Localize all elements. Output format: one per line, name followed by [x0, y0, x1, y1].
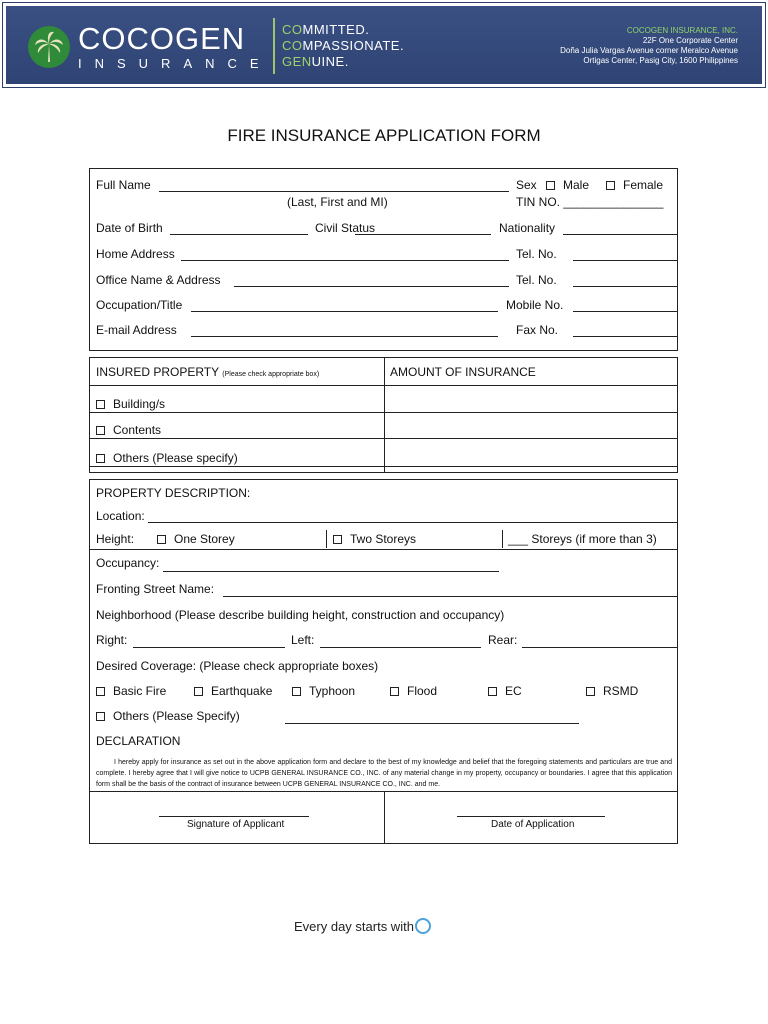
- tagline-line: COMMITTED.: [282, 22, 370, 37]
- declaration-text: I hereby apply for insurance as set out in the above application form and declare to the best of my knowledge and belief that the foregoing statements and particulars are true and complete. I hereby agree that I will give notice to UCPB GENERAL INSURANCE CO., INC. of any material change in my property, occupancy or boundaries. I agree that this application form shall be the basis of the contract of insurance between UCPB GENERAL INSURANCE CO., INC. and me.: [96, 759, 672, 788]
- two-storeys-checkbox[interactable]: [333, 535, 342, 544]
- name-hint: (Last, First and MI): [287, 195, 388, 209]
- coverage-flood[interactable]: Flood: [390, 684, 437, 698]
- occupancy-field[interactable]: [163, 571, 499, 572]
- rear-field[interactable]: [522, 647, 678, 648]
- brand-divider: [273, 18, 275, 74]
- tin-field[interactable]: TIN NO. _______________: [516, 195, 664, 209]
- address-line: 22F One Corporate Center: [642, 36, 738, 45]
- rsmd-checkbox[interactable]: [586, 687, 595, 696]
- female-checkbox[interactable]: [606, 181, 615, 190]
- dob-label: Date of Birth: [96, 221, 163, 235]
- heart-logo-icon: [415, 918, 431, 934]
- office-field[interactable]: [234, 286, 509, 287]
- coverage-label: Desired Coverage: (Please check appropriate boxes): [96, 659, 379, 673]
- one-storey-checkbox[interactable]: [157, 535, 166, 544]
- fax-field[interactable]: [573, 336, 677, 337]
- contents-checkbox[interactable]: [96, 426, 105, 435]
- amount-header: AMOUNT OF INSURANCE: [390, 365, 536, 379]
- company-name: COCOGEN INSURANCE, INC.: [626, 26, 738, 35]
- declaration-heading: DECLARATION: [96, 734, 181, 748]
- coverage-others-checkbox[interactable]: [96, 712, 105, 721]
- others-checkbox[interactable]: [96, 454, 105, 463]
- height-label: Height:: [96, 532, 135, 546]
- one-storey-option[interactable]: One Storey: [157, 532, 235, 546]
- coverage-rsmd[interactable]: RSMD: [586, 684, 638, 698]
- occupancy-label: Occupancy:: [96, 556, 160, 570]
- more-storeys-field[interactable]: ___ Storeys (if more than 3): [508, 532, 657, 546]
- company-address: [560, 26, 738, 66]
- table-row-divider: [89, 466, 678, 467]
- neighborhood-label: Neighborhood (Please describe building height, construction and occupancy): [96, 608, 505, 622]
- address-line: Doña Julia Vargas Avenue corner Meralco Avenue: [560, 46, 738, 55]
- others-option[interactable]: Others (Please specify): [96, 451, 238, 465]
- home-tel-label: Tel. No.: [516, 247, 557, 261]
- office-tel-field[interactable]: [573, 286, 677, 287]
- civil-status-label: Civil Status: [315, 221, 376, 235]
- building-option[interactable]: Building/s: [96, 397, 165, 411]
- contents-option[interactable]: Contents: [96, 423, 161, 437]
- signature-divider: [384, 791, 385, 844]
- male-checkbox[interactable]: [546, 181, 555, 190]
- coverage-ec[interactable]: EC: [488, 684, 522, 698]
- tagline-line: COMPASSIONATE.: [282, 38, 405, 53]
- left-field[interactable]: [320, 647, 481, 648]
- fronting-street-label: Fronting Street Name:: [96, 582, 215, 596]
- property-description-heading: PROPERTY DESCRIPTION:: [96, 486, 251, 500]
- table-row-divider: [89, 412, 678, 413]
- nationality-label: Nationality: [499, 221, 556, 235]
- home-tel-field[interactable]: [573, 260, 677, 261]
- table-row-divider: [89, 438, 678, 439]
- address-line: Ortigas Center, Pasig City, 1600 Philippines: [583, 56, 738, 65]
- brand: [78, 21, 272, 72]
- email-label: E-mail Address: [96, 323, 177, 337]
- sex-label: Sex: [516, 178, 537, 192]
- full-name-field[interactable]: [159, 191, 509, 192]
- fax-label: Fax No.: [516, 323, 559, 337]
- two-storeys-option[interactable]: Two Storeys: [333, 532, 416, 546]
- ec-checkbox[interactable]: [488, 687, 497, 696]
- building-checkbox[interactable]: [96, 400, 105, 409]
- brand-sub: INSURANCE: [78, 56, 272, 71]
- email-field[interactable]: [191, 336, 498, 337]
- fronting-street-field[interactable]: [223, 596, 678, 597]
- coverage-earthquake[interactable]: Earthquake: [194, 684, 272, 698]
- dob-field[interactable]: [170, 234, 308, 235]
- tagline: [282, 22, 404, 70]
- section-divider: [89, 549, 678, 550]
- signature-label: Signature of Applicant: [187, 819, 285, 830]
- date-field[interactable]: [457, 816, 605, 817]
- coverage-basic-fire[interactable]: Basic Fire: [96, 684, 166, 698]
- form-title: FIRE INSURANCE APPLICATION FORM: [227, 126, 541, 145]
- location-label: Location:: [96, 509, 145, 523]
- rear-label: Rear:: [488, 633, 518, 647]
- home-address-field[interactable]: [181, 260, 509, 261]
- civil-status-field[interactable]: [355, 234, 491, 235]
- occupation-label: Occupation/Title: [96, 298, 183, 312]
- date-label: Date of Application: [491, 819, 575, 830]
- table-row-divider: [89, 385, 678, 386]
- occupation-field[interactable]: [191, 311, 498, 312]
- height-divider: [326, 530, 327, 548]
- flood-checkbox[interactable]: [390, 687, 399, 696]
- mobile-label: Mobile No.: [506, 298, 564, 312]
- earthquake-checkbox[interactable]: [194, 687, 203, 696]
- mobile-field[interactable]: [573, 311, 677, 312]
- signature-field[interactable]: [159, 816, 309, 817]
- typhoon-checkbox[interactable]: [292, 687, 301, 696]
- office-label: Office Name & Address: [96, 273, 221, 287]
- right-field[interactable]: [133, 647, 285, 648]
- full-name-label: Full Name: [96, 178, 151, 192]
- coverage-typhoon[interactable]: Typhoon: [292, 684, 355, 698]
- palm-tree-logo-icon: [28, 26, 70, 68]
- female-option[interactable]: Female: [606, 178, 663, 192]
- basic-fire-checkbox[interactable]: [96, 687, 105, 696]
- brand-name: COCOGEN: [78, 21, 246, 56]
- footer-tagline: Every day starts with: [294, 918, 431, 934]
- home-address-label: Home Address: [96, 247, 175, 261]
- nationality-field[interactable]: [563, 234, 677, 235]
- right-label: Right:: [96, 633, 128, 647]
- office-tel-label: Tel. No.: [516, 273, 557, 287]
- male-option[interactable]: Male: [546, 178, 589, 192]
- location-field[interactable]: [148, 522, 678, 523]
- coverage-others-field[interactable]: [285, 723, 579, 724]
- tagline-line: GENUINE.: [282, 54, 349, 69]
- letterhead: [2, 2, 766, 88]
- coverage-others[interactable]: Others (Please Specify): [96, 709, 240, 723]
- insured-property-header: INSURED PROPERTY (Please check appropriate box): [96, 365, 320, 379]
- left-label: Left:: [291, 633, 315, 647]
- letterhead-band: [6, 6, 762, 84]
- table-divider: [384, 357, 385, 473]
- height-divider: [502, 530, 503, 548]
